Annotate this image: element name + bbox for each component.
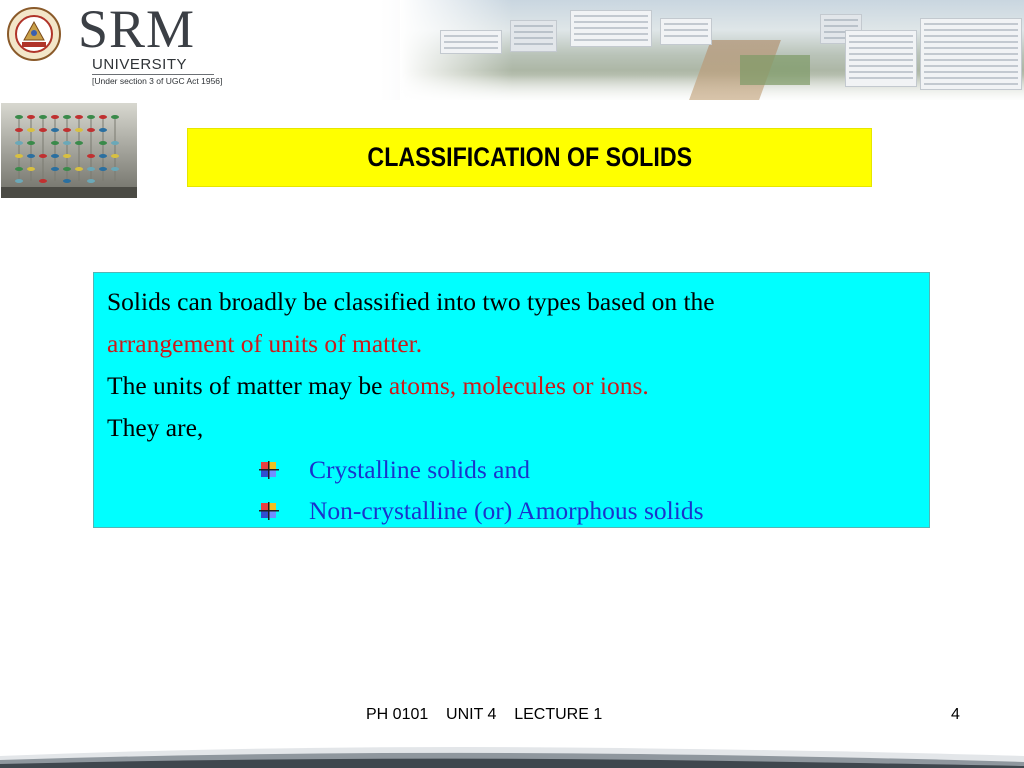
square-bullet-icon xyxy=(259,461,279,479)
body-line-4: They are, xyxy=(107,413,204,442)
campus-photo xyxy=(400,0,1024,100)
body-line-3-prefix: The units of matter may be xyxy=(107,371,389,400)
body-line-1: Solids can broadly be classified into two types based on the xyxy=(107,287,715,316)
header-banner xyxy=(0,0,1024,100)
title-box xyxy=(187,128,872,187)
logo-divider xyxy=(92,74,214,75)
brand-subtitle: UNIVERSITY xyxy=(92,56,188,73)
bullet-text: Crystalline solids and xyxy=(309,455,530,484)
bullet-item xyxy=(107,449,929,490)
footer-course: PH 0101 UNIT 4 LECTURE 1 xyxy=(366,706,603,723)
bullet-text: Non-crystalline (or) Amorphous solids xyxy=(309,496,704,525)
brand-act: [Under section 3 of UGC Act 1956] xyxy=(92,76,223,86)
brand-name: SRM xyxy=(78,0,196,59)
body-line-2-highlight: arrangement of units of matter. xyxy=(107,329,423,358)
body-line-3-highlight: atoms, molecules or ions. xyxy=(388,371,649,400)
crystal-model-image xyxy=(1,103,137,198)
body-line-3 xyxy=(107,365,929,407)
bullet-item xyxy=(107,490,929,531)
page-number: 4 xyxy=(951,706,960,723)
bottom-swoosh-decoration xyxy=(0,742,1024,768)
square-bullet-icon xyxy=(259,502,279,520)
content-box xyxy=(93,272,930,528)
university-seal-icon xyxy=(6,6,62,62)
slide-title: CLASSIFICATION OF SOLIDS xyxy=(367,142,692,172)
